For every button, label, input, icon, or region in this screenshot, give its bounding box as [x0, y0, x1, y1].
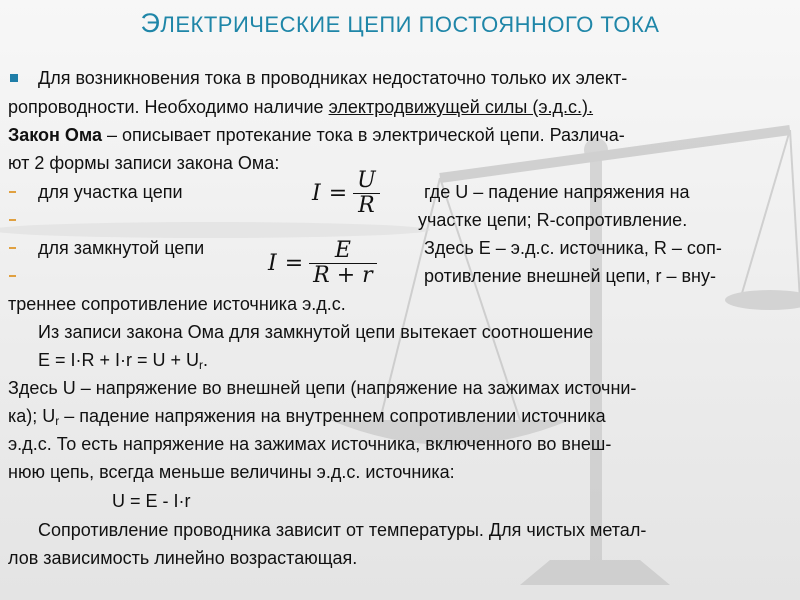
body-paragraph-2-line-2	[8, 404, 606, 428]
body-paragraph-3-line-2: лов зависимость линейно возрастающая.	[8, 548, 358, 568]
intro-line-4: ют 2 формы записи закона Ома:	[8, 153, 280, 173]
dash-marker-icon	[9, 275, 16, 277]
closed-note-2: ротивление внешней цепи, r – вну-	[424, 266, 716, 286]
formula-equals: =	[328, 181, 348, 206]
formula-denominator: R + r	[313, 263, 373, 288]
ohm-section-formula	[312, 170, 380, 217]
section-note-2: участке цепи; R-сопротивление.	[418, 210, 688, 230]
slide-title-text	[140, 8, 660, 38]
emf-balance-equation	[38, 348, 208, 372]
p2-line2-subscript: r	[55, 414, 60, 428]
dash-marker-icon	[9, 191, 16, 193]
closed-note-3: треннее сопротивление источника э.д.с.	[8, 294, 346, 314]
p2-line2-pre: ка); U	[8, 406, 56, 426]
slide-title	[0, 8, 800, 39]
intro-line-2-text: ропроводности. Необходимо наличие	[8, 97, 329, 117]
bullet-square-icon	[10, 74, 18, 82]
body-paragraph-2-line-4: нюю цепь, всегда меньше величины э.д.с. источника:	[8, 462, 455, 482]
formula-numerator: U	[357, 168, 376, 193]
equation-end: .	[203, 350, 209, 370]
closed-label: для замкнутой цепи	[38, 238, 205, 258]
formula-numerator: E	[334, 238, 351, 263]
formula-denominator: R	[358, 193, 375, 218]
body-paragraph-1: Из записи закона Ома для замкнутой цепи вытекает соотношение	[38, 322, 594, 342]
terminal-voltage-equation: U = E - I·r	[112, 491, 191, 511]
emf-underlined-term: электродвижущей силы (э.д.с.).	[328, 97, 594, 117]
closed-note-1: Здесь Е – э.д.с. источника, R – соп-	[424, 238, 722, 258]
formula-lhs: I	[268, 251, 277, 276]
intro-line-2	[8, 95, 593, 119]
title-initial: Э	[140, 8, 161, 38]
section-label: для участка цепи	[38, 182, 183, 202]
title-rest: ЛЕКТРИЧЕСКИЕ ЦЕПИ ПОСТОЯННОГО ТОКА	[160, 12, 660, 37]
ohm-law-heading: Закон Ома	[8, 125, 103, 145]
body-paragraph-2-line-3: э.д.с. То есть напряжение на зажимах источника, включенного во внеш-	[8, 434, 612, 454]
p2-line2-rest: – падение напряжения на внутреннем сопротивлении источника	[59, 406, 606, 426]
body-paragraph-3-line-1: Сопротивление проводника зависит от температуры. Для чистых метал-	[38, 520, 647, 540]
formula-equals: =	[284, 251, 304, 276]
equation-main: E = I·R + I·r = U + U	[38, 350, 200, 370]
dash-marker-icon	[9, 219, 16, 221]
formula-fraction	[353, 170, 380, 217]
intro-line-3	[8, 123, 625, 147]
dash-marker-icon	[9, 247, 16, 249]
ohm-closed-formula	[268, 240, 377, 287]
intro-line-1: Для возникновения тока в проводниках недостаточно только их элект-	[38, 68, 628, 88]
formula-lhs: I	[312, 181, 321, 206]
section-note-1: где U – падение напряжения на	[424, 182, 690, 202]
body-paragraph-2-line-1: Здесь U – напряжение во внешней цепи (напряжение на зажимах источни-	[8, 378, 637, 398]
formula-fraction	[309, 240, 377, 287]
equation-subscript: r	[199, 358, 204, 372]
intro-line-3-text: – описывает протекание тока в электрической цепи. Различа-	[102, 125, 625, 145]
